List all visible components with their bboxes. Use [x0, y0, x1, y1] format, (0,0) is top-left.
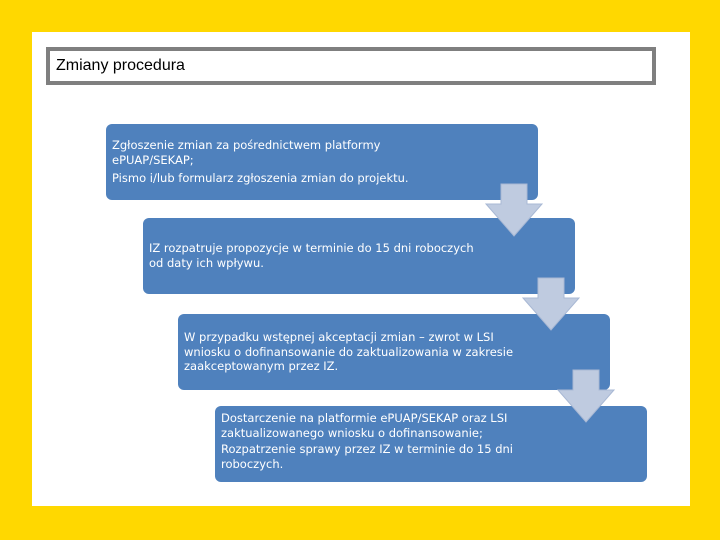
step-3-line-1: W przypadku wstępnej akceptacji zmian – zwrot w LSI wniosku o dofinansowanie do zaktualizowania w zakresie zaakceptowanym przez IZ.: [184, 330, 514, 373]
down-arrow-icon: [556, 368, 616, 424]
step-2-line-1: IZ rozpatruje propozycje w terminie do 15 dni roboczych od daty ich wpływu.: [149, 241, 474, 270]
down-arrow-icon: [521, 276, 581, 332]
down-arrow-icon: [484, 182, 544, 238]
title-box: [46, 47, 656, 85]
step-4-line-1: Dostarczenie na platformie ePUAP/SEKAP oraz LSI zaktualizowanego wniosku o dofinansowanie;: [221, 411, 508, 440]
process-step-1: [106, 124, 538, 200]
step-1-line-2: Pismo i/lub formularz zgłoszenia zmian do projektu.: [112, 171, 409, 185]
step-4-line-2: Rozpatrzenie sprawy przez IZ w terminie do 15 dni roboczych.: [221, 442, 513, 471]
step-1-line-1: Zgłoszenie zmian za pośrednictwem platformy ePUAP/SEKAP;: [112, 138, 381, 167]
slide-title: Zmiany procedura: [56, 57, 185, 74]
